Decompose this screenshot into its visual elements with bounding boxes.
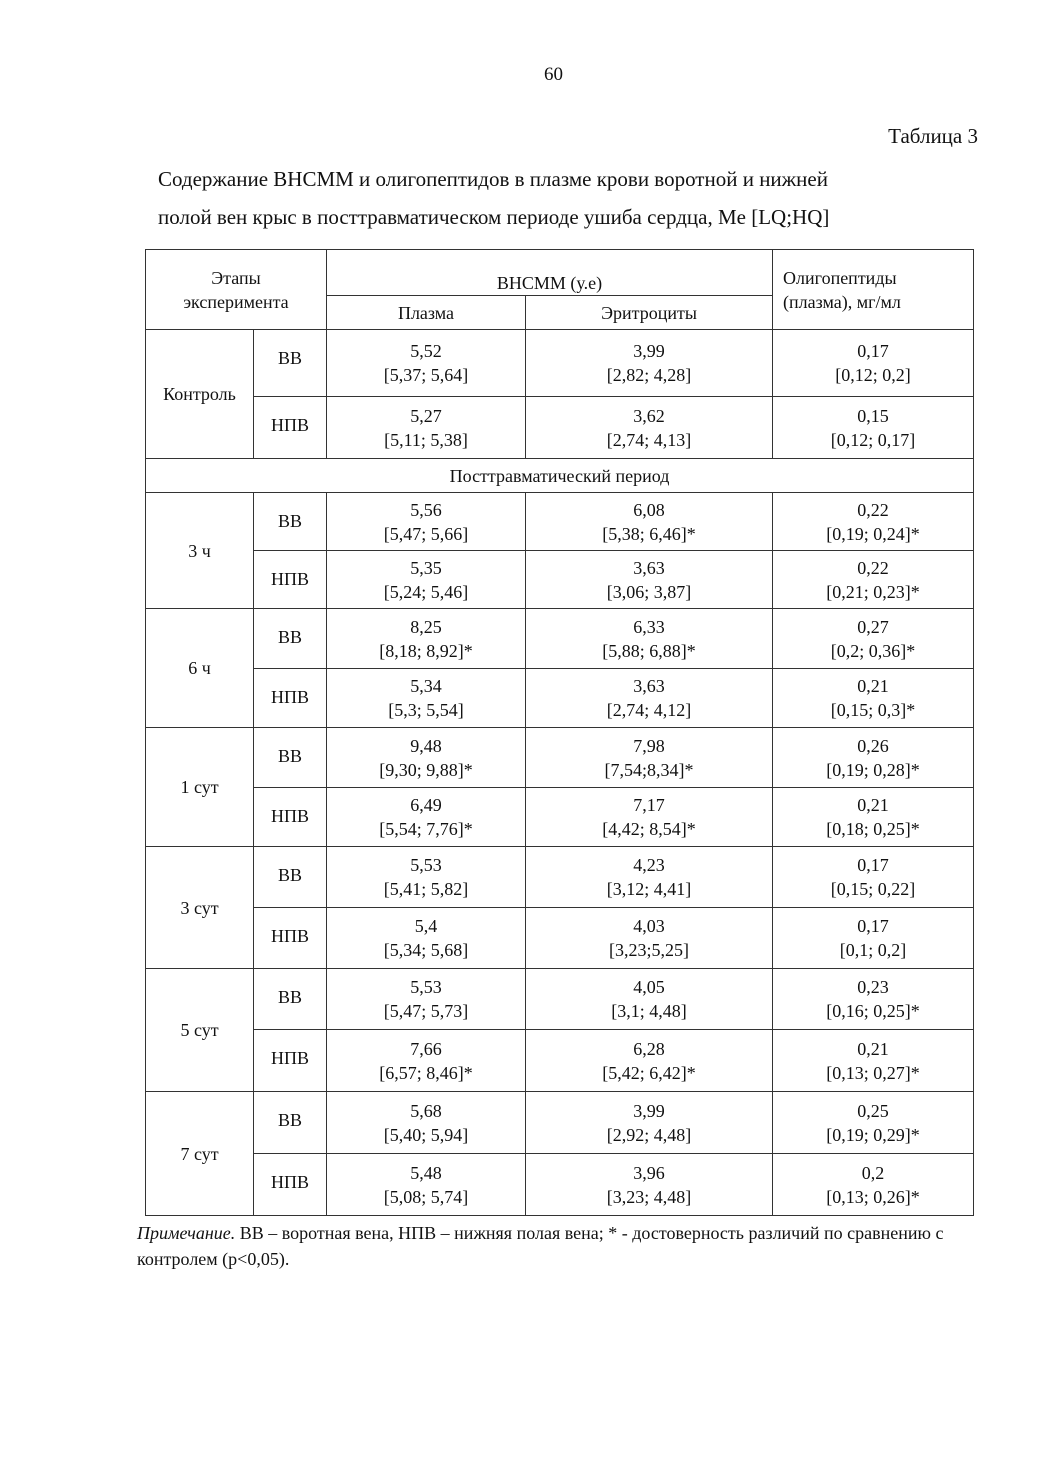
- vein-cell: ВВ: [254, 330, 327, 397]
- plasma-range: [5,41; 5,82]: [383, 879, 469, 899]
- oligo-cell: [773, 669, 974, 728]
- table-row: [146, 969, 974, 1030]
- oligo-range: [0,21; 0,23]*: [826, 581, 920, 602]
- table-row: [146, 1092, 974, 1154]
- oligo-median: 0,17: [857, 855, 889, 875]
- table-note: [137, 1220, 977, 1272]
- ery-range: [7,54;8,34]*: [604, 759, 694, 780]
- oligo-median: 0,21: [857, 676, 889, 696]
- table-row: [146, 669, 974, 728]
- ery-median: 7,98: [633, 735, 665, 756]
- vein-cell: НПВ: [254, 669, 327, 728]
- oligo-range: [0,13; 0,26]*: [826, 1186, 920, 1207]
- oligo-cell: [773, 609, 974, 669]
- vein-cell: ВВ: [254, 969, 327, 1030]
- plasma-cell: [327, 1092, 526, 1154]
- page-number: 60: [544, 64, 563, 85]
- plasma-range: [8,18; 8,92]*: [379, 640, 473, 661]
- ery-median: 4,05: [633, 977, 665, 997]
- ery-median: 3,62: [633, 405, 665, 426]
- oligo-cell: [773, 551, 974, 609]
- section-row: [146, 459, 974, 493]
- ery-cell: [526, 330, 773, 397]
- plasma-median: 5,53: [410, 855, 442, 875]
- table-row: [146, 609, 974, 669]
- ery-cell: [526, 969, 773, 1030]
- table-caption: [158, 160, 978, 236]
- plasma-cell: [327, 493, 526, 551]
- plasma-cell: [327, 788, 526, 847]
- section-label: Посттравматический период: [146, 459, 974, 493]
- table-row: [146, 397, 974, 459]
- ery-range: [5,38; 6,46]*: [602, 523, 696, 544]
- ery-range: [3,1; 4,48]: [611, 1001, 687, 1021]
- plasma-cell: [327, 908, 526, 969]
- oligo-median: 0,23: [857, 977, 889, 997]
- plasma-median: 7,66: [410, 1038, 442, 1059]
- plasma-cell: [327, 551, 526, 609]
- plasma-range: [5,54; 7,76]*: [379, 819, 473, 839]
- header-oligopeptides: Олигопептиды (плазма), мг/мл: [773, 250, 974, 330]
- ery-cell: [526, 1092, 773, 1154]
- stage-cell: 3 ч: [146, 493, 254, 609]
- oligo-median: 0,25: [857, 1100, 889, 1121]
- oligo-range: [0,15; 0,22]: [830, 879, 916, 899]
- oligo-range: [0,2; 0,36]*: [830, 640, 916, 661]
- plasma-range: [5,37; 5,64]: [383, 365, 469, 385]
- oligo-median: 0,21: [857, 1038, 889, 1059]
- ery-cell: [526, 847, 773, 908]
- oligo-median: 0,2: [861, 1162, 885, 1183]
- oligo-range: [0,13; 0,27]*: [826, 1062, 920, 1083]
- ery-median: 3,96: [633, 1162, 665, 1183]
- plasma-median: 6,49: [410, 795, 442, 815]
- oligo-range: [0,19; 0,24]*: [826, 523, 920, 544]
- header-erythrocytes: Эритроциты: [526, 296, 773, 330]
- plasma-cell: [327, 1030, 526, 1092]
- table-row: [146, 551, 974, 609]
- ery-cell: [526, 908, 773, 969]
- caption-line-1: Содержание ВНСММ и олигопептидов в плазме крови воротной и нижней: [158, 167, 828, 191]
- header-plasma: Плазма: [327, 296, 526, 330]
- oligo-range: [0,19; 0,28]*: [826, 759, 920, 780]
- ery-median: 4,03: [633, 916, 665, 936]
- plasma-range: [5,47; 5,73]: [383, 1001, 469, 1021]
- header-vnsmm: ВНСММ (у.е): [327, 250, 773, 296]
- ery-range: [2,82; 4,28]: [606, 365, 692, 385]
- stage-cell: 6 ч: [146, 609, 254, 728]
- stage-cell: Контроль: [146, 330, 254, 459]
- ery-range: [2,92; 4,48]: [606, 1124, 692, 1145]
- plasma-median: 5,48: [410, 1162, 442, 1183]
- plasma-median: 5,53: [410, 977, 442, 997]
- ery-median: 6,08: [633, 499, 665, 520]
- table-row: [146, 1154, 974, 1216]
- ery-range: [5,42; 6,42]*: [602, 1062, 696, 1083]
- vein-cell: ВВ: [254, 847, 327, 908]
- header-stages: Этапы эксперимента: [146, 250, 327, 330]
- ery-range: [5,88; 6,88]*: [602, 640, 696, 661]
- plasma-cell: [327, 728, 526, 788]
- plasma-cell: [327, 669, 526, 728]
- ery-median: 7,17: [633, 795, 665, 815]
- table-row: [146, 493, 974, 551]
- oligo-range: [0,12; 0,2]: [835, 365, 911, 385]
- plasma-median: 5,4: [414, 916, 438, 936]
- table-row: [146, 330, 974, 397]
- stage-cell: 5 сут: [146, 969, 254, 1092]
- plasma-range: [5,11; 5,38]: [384, 429, 468, 450]
- table-row: [146, 847, 974, 908]
- ery-median: 6,28: [633, 1038, 665, 1059]
- ery-cell: [526, 1154, 773, 1216]
- plasma-range: [9,30; 9,88]*: [379, 759, 473, 780]
- ery-cell: [526, 1030, 773, 1092]
- ery-range: [4,42; 8,54]*: [602, 819, 696, 839]
- oligo-cell: [773, 908, 974, 969]
- ery-cell: [526, 551, 773, 609]
- oligo-median: 0,22: [857, 557, 889, 578]
- plasma-median: 5,34: [410, 676, 442, 696]
- plasma-cell: [327, 609, 526, 669]
- plasma-range: [5,40; 5,94]: [383, 1124, 469, 1145]
- ery-range: [3,23; 4,48]: [606, 1186, 692, 1207]
- table-row: [146, 728, 974, 788]
- plasma-range: [5,3; 5,54]: [388, 700, 464, 720]
- note-text: ВВ – воротная вена, НПВ – нижняя полая вена; * - достоверность различий по сравнению с контролем (p<0,05).: [137, 1223, 944, 1269]
- ery-range: [3,06; 3,87]: [606, 581, 692, 602]
- stage-cell: 7 сут: [146, 1092, 254, 1216]
- oligo-range: [0,12; 0,17]: [830, 429, 916, 450]
- ery-median: 3,99: [633, 1100, 665, 1121]
- oligo-cell: [773, 397, 974, 459]
- oligo-median: 0,17: [857, 916, 889, 936]
- table-row: [146, 1030, 974, 1092]
- oligo-range: [0,15; 0,3]*: [830, 700, 916, 720]
- oligo-median: 0,15: [857, 405, 889, 426]
- oligo-cell: [773, 969, 974, 1030]
- oligo-range: [0,16; 0,25]*: [826, 1001, 920, 1021]
- plasma-median: 5,27: [410, 405, 442, 426]
- oligo-median: 0,17: [857, 341, 889, 361]
- plasma-cell: [327, 397, 526, 459]
- ery-cell: [526, 493, 773, 551]
- oligo-cell: [773, 1030, 974, 1092]
- oligo-cell: [773, 847, 974, 908]
- caption-line-2: полой вен крыс в посттравматическом периоде ушиба сердца, Me [LQ;HQ]: [158, 205, 830, 229]
- oligo-range: [0,19; 0,29]*: [826, 1124, 920, 1145]
- plasma-cell: [327, 1154, 526, 1216]
- ery-median: 3,63: [633, 676, 665, 696]
- oligo-range: [0,1; 0,2]: [839, 940, 907, 960]
- stage-cell: 1 сут: [146, 728, 254, 847]
- vein-cell: НПВ: [254, 788, 327, 847]
- oligo-median: 0,27: [857, 616, 889, 637]
- oligo-median: 0,22: [857, 499, 889, 520]
- table-body: [146, 330, 974, 1216]
- ery-cell: [526, 669, 773, 728]
- oligo-cell: [773, 728, 974, 788]
- plasma-cell: [327, 330, 526, 397]
- plasma-range: [5,47; 5,66]: [383, 523, 469, 544]
- oligo-median: 0,21: [857, 795, 889, 815]
- plasma-range: [5,24; 5,46]: [383, 581, 469, 602]
- ery-range: [2,74; 4,12]: [606, 700, 692, 720]
- ery-median: 3,63: [633, 557, 665, 578]
- plasma-range: [5,08; 5,74]: [383, 1186, 469, 1207]
- vein-cell: ВВ: [254, 609, 327, 669]
- ery-cell: [526, 397, 773, 459]
- data-table: [145, 249, 974, 1216]
- ery-median: 4,23: [633, 855, 665, 875]
- plasma-median: 5,52: [410, 341, 442, 361]
- ery-range: [3,23;5,25]: [609, 940, 689, 960]
- oligo-cell: [773, 1154, 974, 1216]
- ery-cell: [526, 609, 773, 669]
- table-row: [146, 788, 974, 847]
- oligo-cell: [773, 788, 974, 847]
- vein-cell: ВВ: [254, 493, 327, 551]
- ery-cell: [526, 728, 773, 788]
- oligo-range: [0,18; 0,25]*: [826, 819, 920, 839]
- vein-cell: ВВ: [254, 1092, 327, 1154]
- plasma-range: [6,57; 8,46]*: [379, 1062, 473, 1083]
- plasma-median: 5,56: [410, 499, 442, 520]
- stage-cell: 3 сут: [146, 847, 254, 969]
- plasma-median: 5,35: [410, 557, 442, 578]
- oligo-cell: [773, 493, 974, 551]
- plasma-range: [5,34; 5,68]: [383, 940, 469, 960]
- plasma-median: 8,25: [410, 616, 442, 637]
- plasma-cell: [327, 969, 526, 1030]
- oligo-cell: [773, 330, 974, 397]
- plasma-median: 5,68: [410, 1100, 442, 1121]
- note-label: Примечание.: [137, 1223, 236, 1243]
- vein-cell: ВВ: [254, 728, 327, 788]
- ery-cell: [526, 788, 773, 847]
- ery-median: 6,33: [633, 616, 665, 637]
- oligo-median: 0,26: [857, 735, 889, 756]
- vein-cell: НПВ: [254, 397, 327, 459]
- oligo-cell: [773, 1092, 974, 1154]
- vein-cell: НПВ: [254, 908, 327, 969]
- table-row: [146, 908, 974, 969]
- plasma-cell: [327, 847, 526, 908]
- ery-range: [3,12; 4,41]: [606, 879, 692, 899]
- plasma-median: 9,48: [410, 735, 442, 756]
- ery-range: [2,74; 4,13]: [606, 429, 692, 450]
- ery-median: 3,99: [633, 341, 665, 361]
- vein-cell: НПВ: [254, 551, 327, 609]
- vein-cell: НПВ: [254, 1154, 327, 1216]
- vein-cell: НПВ: [254, 1030, 327, 1092]
- table-label: Таблица 3: [888, 124, 978, 148]
